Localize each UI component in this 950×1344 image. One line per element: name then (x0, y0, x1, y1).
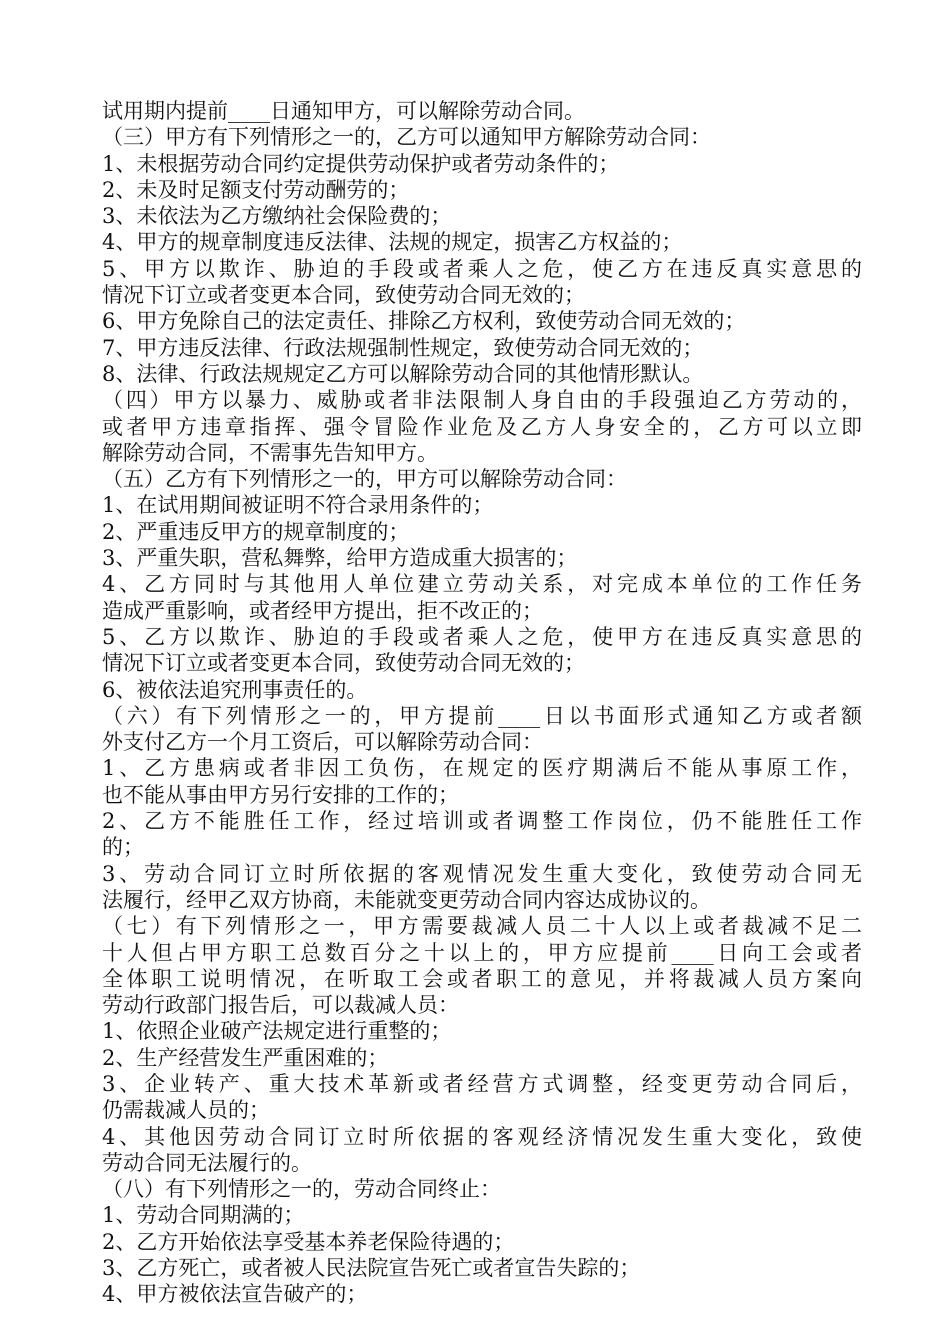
document-line: 的； (102, 835, 144, 860)
document-line: 1、依照企业破产法规定进行重整的； (102, 1019, 452, 1044)
document-line: 4、其他因劳动合同订立时所依据的客观经济情况发生重大变化，致使 (102, 1124, 862, 1149)
document-line: 全体职工说明情况，在听取工会或者职工的意见，并将裁减人员方案向 (102, 966, 862, 991)
document-line: 3、未依法为乙方缴纳社会保险费的； (102, 204, 452, 229)
document-line: 1、乙方患病或者非因工负伤，在规定的医疗期满后不能从事原工作， (102, 756, 862, 781)
document-line: （三）甲方有下列情形之一的，乙方可以通知甲方解除劳动合同： (102, 125, 711, 150)
document-line: 劳动合同无法履行的。 (102, 1150, 312, 1175)
document-line: 劳动行政部门报告后，可以裁减人员： (102, 993, 459, 1018)
document-line: 3、严重失职，营私舞弊，给甲方造成重大损害的； (102, 546, 578, 571)
document-line: （五）乙方有下列情形之一的，甲方可以解除劳动合同： (102, 467, 627, 492)
document-line: 7、甲方违反法律、行政法规强制性规定，致使劳动合同无效的； (102, 335, 704, 360)
document-line: （四）甲方以暴力、威胁或者非法限制人身自由的手段强迫乙方劳动的， (102, 388, 862, 413)
document-line: 法履行，经甲乙双方协商，未能就变更劳动合同内容达成协议的。 (102, 887, 711, 912)
document-line: 十人但占甲方职工总数百分之十以上的，甲方应提前____日向工会或者 (102, 940, 862, 965)
document-line: 情况下订立或者变更本合同，致使劳动合同无效的； (102, 283, 585, 308)
document-line: 1、劳动合同期满的； (102, 1203, 305, 1228)
document-line: 8、法律、行政法规规定乙方可以解除劳动合同的其他情形默认。 (102, 361, 704, 386)
document-line: 情况下订立或者变更本合同，致使劳动合同无效的； (102, 651, 585, 676)
document-line: 1、在试用期间被证明不符合录用条件的； (102, 493, 494, 518)
document-line: 4、甲方的规章制度违反法律、法规的规定，损害乙方权益的； (102, 230, 683, 255)
document-line: 2、未及时足额支付劳动酬劳的； (102, 177, 410, 202)
document-body (102, 98, 862, 1308)
document-line: 5、甲方以欺诈、胁迫的手段或者乘人之危，使乙方在违反真实意思的 (102, 256, 862, 281)
document-line: 6、被依法追究刑事责任的。 (102, 677, 368, 702)
document-line: 5、乙方以欺诈、胁迫的手段或者乘人之危，使甲方在违反真实意思的 (102, 624, 862, 649)
document-line: 2、乙方开始依法享受基本养老保险待遇的； (102, 1229, 515, 1254)
document-line: 或者甲方违章指挥、强令冒险作业危及乙方人身安全的，乙方可以立即 (102, 414, 862, 439)
document-line: 3、劳动合同订立时所依据的客观情况发生重大变化，致使劳动合同无 (102, 861, 862, 886)
document-line: 4、甲方被依法宣告破产的； (102, 1282, 368, 1307)
document-line: 2、乙方不能胜任工作，经过培训或者调整工作岗位，仍不能胜任工作 (102, 809, 862, 834)
document-line: 2、生产经营发生严重困难的； (102, 1045, 389, 1070)
document-line: 仍需裁减人员的； (102, 1098, 270, 1123)
document-line: （七）有下列情形之一，甲方需要裁减人员二十人以上或者裁减不足二 (102, 914, 862, 939)
document-line: 4、乙方同时与其他用人单位建立劳动关系，对完成本单位的工作任务 (102, 572, 862, 597)
document-line: 1、未根据劳动合同约定提供劳动保护或者劳动条件的； (102, 151, 620, 176)
document-line: 造成严重影响，或者经甲方提出，拒不改正的； (102, 598, 543, 623)
document-line: 也不能从事由甲方另行安排的工作的； (102, 782, 459, 807)
document-line: （八）有下列情形之一的，劳动合同终止： (102, 1177, 501, 1202)
document-line: 2、严重违反甲方的规章制度的； (102, 519, 410, 544)
document-line: 外支付乙方一个月工资后，可以解除劳动合同： (102, 730, 543, 755)
document-line: 3、乙方死亡，或者被人民法院宣告死亡或者宣告失踪的； (102, 1256, 641, 1281)
document-line: 试用期内提前____日通知甲方，可以解除劳动合同。 (102, 99, 585, 123)
document-line: 6、甲方免除自己的法定责任、排除乙方权利，致使劳动合同无效的； (102, 309, 746, 334)
document-line: 3、企业转产、重大技术革新或者经营方式调整，经变更劳动合同后， (102, 1071, 862, 1096)
document-line: （六）有下列情形之一的，甲方提前____日以书面形式通知乙方或者额 (102, 703, 862, 728)
document-line: 解除劳动合同，不需事先告知甲方。 (102, 440, 438, 465)
